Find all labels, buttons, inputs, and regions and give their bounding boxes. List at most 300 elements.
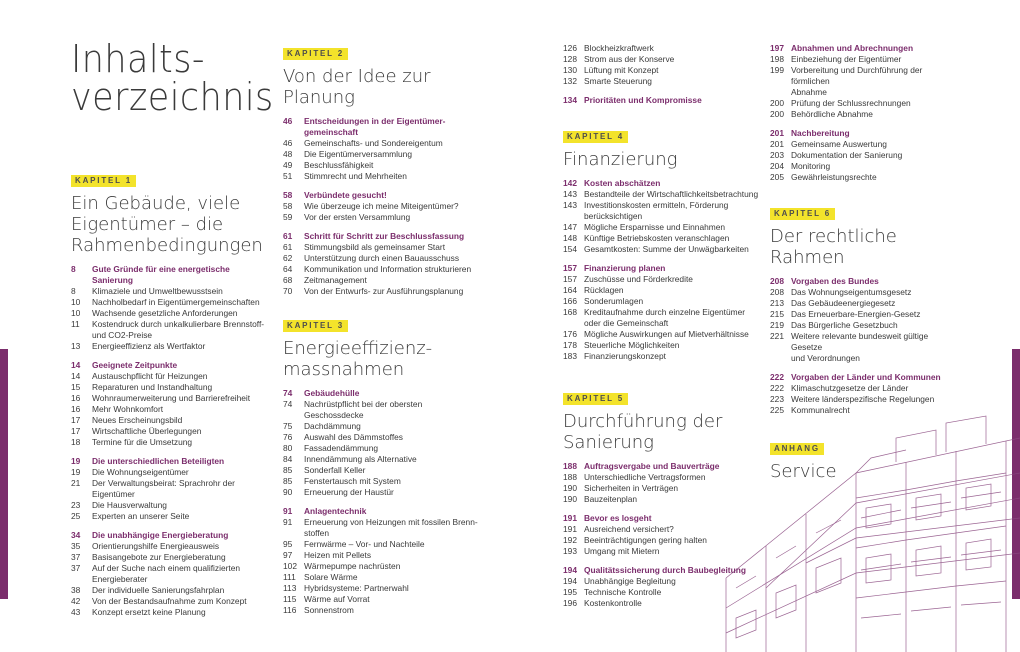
page-number: 38 bbox=[71, 585, 81, 595]
chapter-title bbox=[71, 193, 271, 256]
toc-entry[interactable] bbox=[283, 476, 483, 487]
toc-entry[interactable] bbox=[770, 150, 960, 161]
toc-entry[interactable] bbox=[71, 541, 271, 552]
page-number: 201 bbox=[770, 139, 784, 149]
entry-title bbox=[92, 456, 271, 467]
toc-section-heading[interactable] bbox=[563, 95, 763, 106]
toc-entry[interactable] bbox=[71, 341, 271, 352]
toc-entry[interactable] bbox=[283, 539, 483, 550]
page-number: 215 bbox=[770, 309, 784, 319]
entry-title-line: Auftragsvergabe und Bauverträge bbox=[584, 461, 720, 471]
entry-title bbox=[584, 95, 763, 106]
entry-title bbox=[791, 150, 960, 161]
page-number: 197 bbox=[770, 43, 784, 53]
entry-title-line: Kommunalrecht bbox=[791, 405, 850, 415]
entry-title-line: Stimmungsbild als gemeinsamer Start bbox=[304, 242, 446, 252]
toc-entry[interactable] bbox=[283, 149, 483, 160]
entry-title bbox=[584, 307, 763, 329]
entry-title-line: Technische Kontrolle bbox=[584, 587, 662, 597]
toc-entry[interactable] bbox=[71, 371, 271, 382]
toc-entry[interactable] bbox=[770, 331, 960, 364]
toc-section-heading[interactable] bbox=[770, 128, 960, 139]
toc-entry[interactable] bbox=[283, 253, 483, 264]
entry-title-line: Rücklagen bbox=[584, 285, 624, 295]
chapter-badge: KAPITEL 5 bbox=[563, 393, 628, 405]
entry-title bbox=[304, 432, 483, 443]
entry-title-line: Das Erneuerbare-Energien-Gesetz bbox=[791, 309, 921, 319]
entry-title-line: Eigentümer bbox=[92, 489, 135, 499]
toc-entry[interactable] bbox=[283, 171, 483, 182]
toc-entry[interactable] bbox=[71, 607, 271, 618]
toc-entry[interactable] bbox=[283, 160, 483, 171]
chapter-title-line: Der rechtliche Rahmen bbox=[770, 226, 897, 268]
page-number: 17 bbox=[71, 426, 81, 436]
entry-title-line: Dachdämmung bbox=[304, 421, 361, 431]
entry-title-line: Dokumentation der Sanierung bbox=[791, 150, 903, 160]
page-number: 97 bbox=[283, 550, 293, 560]
entry-title-line: Vorbereitung und Durchführung der förmlichen bbox=[791, 65, 923, 86]
chapter-badge: KAPITEL 3 bbox=[283, 320, 348, 332]
toc-entry[interactable] bbox=[283, 465, 483, 476]
page-number: 18 bbox=[71, 437, 81, 447]
toc-entry[interactable] bbox=[563, 43, 763, 54]
entry-title bbox=[304, 149, 483, 160]
entry-title bbox=[304, 454, 483, 465]
entry-title-line: Kosten abschätzen bbox=[584, 178, 661, 188]
entry-title bbox=[92, 478, 271, 500]
page-number: 130 bbox=[563, 65, 577, 75]
entry-title bbox=[304, 487, 483, 498]
toc-entry[interactable] bbox=[71, 415, 271, 426]
entry-title-line: Die unabhängige Energieberatung bbox=[92, 530, 229, 540]
page-number: 168 bbox=[563, 307, 577, 317]
entry-title-line: Die Eigentümerversammlung bbox=[304, 149, 412, 159]
toc-entry[interactable] bbox=[283, 275, 483, 286]
toc-entry[interactable] bbox=[283, 212, 483, 223]
toc-entry[interactable] bbox=[563, 244, 763, 255]
entry-title-line: Klimaziele und Umweltbewusstsein bbox=[92, 286, 223, 296]
entry-title-line: Weitere länderspezifische Regelungen bbox=[791, 394, 935, 404]
toc-entry[interactable] bbox=[71, 393, 271, 404]
entry-title-line: Einbeziehung der Eigentümer bbox=[791, 54, 902, 64]
toc-entry[interactable] bbox=[283, 443, 483, 454]
page-number: 128 bbox=[563, 54, 577, 64]
page-number: 58 bbox=[283, 201, 293, 211]
main-title bbox=[71, 37, 291, 119]
page-number: 85 bbox=[283, 476, 293, 486]
toc-entry[interactable] bbox=[283, 421, 483, 432]
entry-title-line: Investitionskosten ermitteln, Förderung bbox=[584, 200, 729, 210]
toc-entry[interactable] bbox=[283, 594, 483, 605]
entry-title bbox=[584, 329, 763, 340]
toc-entry[interactable] bbox=[770, 98, 960, 109]
entry-title bbox=[92, 500, 271, 511]
toc-entry[interactable] bbox=[283, 242, 483, 253]
entry-title-line: Bauzeitenplan bbox=[584, 494, 638, 504]
entry-title-line: Smarte Steuerung bbox=[584, 76, 652, 86]
entry-title bbox=[584, 296, 763, 307]
entry-title bbox=[92, 607, 271, 618]
entry-title bbox=[584, 233, 763, 244]
toc-section-heading[interactable] bbox=[283, 116, 483, 138]
entry-title bbox=[304, 388, 483, 399]
toc-entry[interactable] bbox=[563, 233, 763, 244]
page-number: 178 bbox=[563, 340, 577, 350]
page-number: 201 bbox=[770, 128, 784, 138]
toc-entry[interactable] bbox=[283, 550, 483, 561]
page-number: 200 bbox=[770, 109, 784, 119]
toc-section-heading[interactable] bbox=[71, 456, 271, 467]
page-number: 84 bbox=[283, 454, 293, 464]
page-number: 62 bbox=[283, 253, 293, 263]
entry-title-line: Der individuelle Sanierungsfahrplan bbox=[92, 585, 225, 595]
toc-section bbox=[770, 128, 960, 183]
entry-title-line: Von der Entwurfs- zur Ausführungsplanung bbox=[304, 286, 464, 296]
chapter-block bbox=[283, 43, 483, 297]
toc-entry[interactable] bbox=[283, 517, 483, 539]
page-number: 74 bbox=[283, 399, 293, 409]
page-number: 196 bbox=[563, 598, 577, 608]
page-number: 64 bbox=[283, 264, 293, 274]
entry-title bbox=[791, 139, 960, 150]
entry-title-line: Vor der ersten Versammlung bbox=[304, 212, 411, 222]
toc-entry[interactable] bbox=[563, 351, 763, 362]
entry-title-line: Energieberater bbox=[92, 574, 148, 584]
toc-section-heading[interactable] bbox=[71, 264, 271, 286]
toc-entry[interactable] bbox=[283, 605, 483, 616]
toc-section bbox=[283, 190, 483, 223]
toc-entry[interactable] bbox=[283, 201, 483, 212]
toc-section-heading[interactable] bbox=[283, 388, 483, 399]
toc-section-heading[interactable] bbox=[770, 43, 960, 54]
toc-entry[interactable] bbox=[283, 583, 483, 594]
chapter-badge: KAPITEL 1 bbox=[71, 175, 136, 187]
chapter-title-line: Sanierung bbox=[563, 432, 654, 453]
toc-section-heading[interactable] bbox=[770, 276, 960, 287]
toc-entry[interactable] bbox=[563, 329, 763, 340]
toc-entry[interactable] bbox=[563, 200, 763, 222]
toc-entry[interactable] bbox=[283, 561, 483, 572]
chapter-title-line: massnahmen bbox=[283, 359, 405, 380]
toc-entry[interactable] bbox=[283, 399, 483, 421]
entry-title bbox=[304, 212, 483, 223]
entry-title-line: Die unterschiedlichen Beteiligten bbox=[92, 456, 225, 466]
page-number: 193 bbox=[563, 546, 577, 556]
page-number: 205 bbox=[770, 172, 784, 182]
entry-title-line: Verbündete gesucht! bbox=[304, 190, 387, 200]
toc-section bbox=[71, 264, 271, 352]
entry-title bbox=[584, 222, 763, 233]
page-number: 74 bbox=[283, 388, 293, 398]
entry-title bbox=[304, 443, 483, 454]
entry-title-line: Reparaturen und Instandhaltung bbox=[92, 382, 213, 392]
entry-title bbox=[304, 421, 483, 432]
entry-title-line: Unterschiedliche Vertragsformen bbox=[584, 472, 706, 482]
entry-title-line: Neues Erscheinungsbild bbox=[92, 415, 183, 425]
entry-title-line: Unabhängige Begleitung bbox=[584, 576, 676, 586]
entry-title-line: Bevor es losgeht bbox=[584, 513, 652, 523]
entry-title bbox=[584, 54, 763, 65]
page-number: 132 bbox=[563, 76, 577, 86]
toc-entry[interactable] bbox=[770, 109, 960, 120]
toc-entry[interactable] bbox=[563, 296, 763, 307]
toc-entry[interactable] bbox=[770, 298, 960, 309]
toc-entry[interactable] bbox=[71, 585, 271, 596]
toc-section bbox=[283, 231, 483, 297]
entry-title bbox=[791, 287, 960, 298]
entry-title bbox=[304, 286, 483, 297]
page-number: 148 bbox=[563, 233, 577, 243]
entry-title-line: Sicherheiten in Verträgen bbox=[584, 483, 679, 493]
chapter-badge: KAPITEL 4 bbox=[563, 131, 628, 143]
page-number: 51 bbox=[283, 171, 293, 181]
toc-section bbox=[770, 276, 960, 364]
toc-entry[interactable] bbox=[71, 297, 271, 308]
toc-entry[interactable] bbox=[71, 426, 271, 437]
entry-title-line: und CO2-Preise bbox=[92, 330, 153, 340]
entry-title-line: berücksichtigen bbox=[584, 211, 643, 221]
entry-title-line: Gewährleistungsrechte bbox=[791, 172, 877, 182]
page-number: 157 bbox=[563, 263, 577, 273]
entry-title-line: Das Gebäudeenergiegesetz bbox=[791, 298, 896, 308]
entry-title bbox=[584, 178, 763, 189]
entry-title-line: Gebäudehülle bbox=[304, 388, 360, 398]
toc-entry[interactable] bbox=[71, 437, 271, 448]
entry-title bbox=[304, 116, 483, 138]
page-number: 15 bbox=[71, 382, 81, 392]
page-number: 142 bbox=[563, 178, 577, 188]
toc-section-heading[interactable] bbox=[283, 190, 483, 201]
entry-title bbox=[304, 550, 483, 561]
toc-section bbox=[770, 43, 960, 120]
entry-title-line: Heizen mit Pellets bbox=[304, 550, 372, 560]
toc-section-heading[interactable] bbox=[71, 360, 271, 371]
entry-title bbox=[584, 351, 763, 362]
page-number: 191 bbox=[563, 524, 577, 534]
page-number: 134 bbox=[563, 95, 577, 105]
entry-title bbox=[791, 98, 960, 109]
page-number: 143 bbox=[563, 189, 577, 199]
toc-entry[interactable] bbox=[563, 340, 763, 351]
entry-title-line: Termine für die Umsetzung bbox=[92, 437, 193, 447]
entry-title bbox=[791, 320, 960, 331]
entry-title-line: Stimmrecht und Mehrheiten bbox=[304, 171, 407, 181]
entry-title bbox=[92, 308, 271, 319]
toc-entry[interactable] bbox=[71, 319, 271, 341]
entry-title bbox=[92, 371, 271, 382]
toc-section-heading[interactable] bbox=[283, 231, 483, 242]
toc-entry[interactable] bbox=[283, 286, 483, 297]
toc-section bbox=[563, 263, 763, 362]
toc-section bbox=[71, 530, 271, 618]
toc-entry[interactable] bbox=[283, 264, 483, 275]
page-number: 221 bbox=[770, 331, 784, 341]
entry-title bbox=[92, 360, 271, 371]
page-number: 195 bbox=[563, 587, 577, 597]
page-number: 188 bbox=[563, 461, 577, 471]
toc-entry[interactable] bbox=[563, 54, 763, 65]
entry-title bbox=[92, 286, 271, 297]
toc-entry[interactable] bbox=[770, 161, 960, 172]
page-number: 223 bbox=[770, 394, 784, 404]
page-number: 21 bbox=[71, 478, 81, 488]
entry-title-line: Solare Wärme bbox=[304, 572, 358, 582]
toc-entry[interactable] bbox=[770, 287, 960, 298]
toc-entry[interactable] bbox=[71, 404, 271, 415]
entry-title bbox=[791, 298, 960, 309]
entry-title-line: Beeinträchtigungen gering halten bbox=[584, 535, 707, 545]
toc-section-heading[interactable] bbox=[71, 530, 271, 541]
toc-entry[interactable] bbox=[563, 285, 763, 296]
toc-entry[interactable] bbox=[770, 54, 960, 65]
toc-section-heading[interactable] bbox=[563, 178, 763, 189]
toc-entry[interactable] bbox=[71, 286, 271, 297]
toc-entry[interactable] bbox=[71, 552, 271, 563]
page-number: 143 bbox=[563, 200, 577, 210]
toc-entry[interactable] bbox=[283, 454, 483, 465]
entry-title bbox=[92, 415, 271, 426]
entry-title-line: Fernwärme – Vor- und Nachteile bbox=[304, 539, 425, 549]
toc-entry[interactable] bbox=[563, 76, 763, 87]
entry-title bbox=[304, 605, 483, 616]
entry-title bbox=[584, 244, 763, 255]
page-number: 70 bbox=[283, 286, 293, 296]
entry-title bbox=[304, 572, 483, 583]
page-number: 113 bbox=[283, 583, 297, 593]
toc-entry[interactable] bbox=[770, 320, 960, 331]
toc-entry[interactable] bbox=[71, 563, 271, 585]
entry-title-line: Geeignete Zeitpunkte bbox=[92, 360, 178, 370]
entry-title bbox=[304, 242, 483, 253]
entry-title-line: Kommunikation und Information strukturieren bbox=[304, 264, 472, 274]
page-number: 14 bbox=[71, 360, 81, 370]
left-edge-tab bbox=[0, 349, 8, 599]
entry-title-line: Wärme auf Vorrat bbox=[304, 594, 370, 604]
toc-entry[interactable] bbox=[770, 172, 960, 183]
toc-entry[interactable] bbox=[71, 478, 271, 500]
entry-title bbox=[304, 190, 483, 201]
page-number: 219 bbox=[770, 320, 784, 330]
chapter-badge: KAPITEL 2 bbox=[283, 48, 348, 60]
chapter-title-line: Eigentümer – die bbox=[71, 214, 224, 235]
entry-title-line: Klimaschutzgesetze der Länder bbox=[791, 383, 909, 393]
entry-title-line: Kostenkontrolle bbox=[584, 598, 642, 608]
chapter-title-line: Planung bbox=[283, 87, 355, 108]
entry-title-line: Schritt für Schritt zur Beschlussfassung bbox=[304, 231, 465, 241]
entry-title bbox=[584, 274, 763, 285]
entry-title bbox=[92, 530, 271, 541]
toc-entry[interactable] bbox=[283, 138, 483, 149]
entry-title-line: Finanzierung planen bbox=[584, 263, 666, 273]
toc-entry[interactable] bbox=[770, 65, 960, 98]
toc-entry[interactable] bbox=[71, 467, 271, 478]
entry-title-line: Gesamtkosten: Summe der Unwägbarkeiten bbox=[584, 244, 749, 254]
page-number: 61 bbox=[283, 231, 293, 241]
entry-title bbox=[92, 426, 271, 437]
page-number: 208 bbox=[770, 276, 784, 286]
page-number: 222 bbox=[770, 372, 784, 382]
chapter-title-line: Energieeffizienz- bbox=[283, 338, 433, 359]
entry-title-line: Beschlussfähigkeit bbox=[304, 160, 374, 170]
toc-entry[interactable] bbox=[563, 307, 763, 329]
page-number: 213 bbox=[770, 298, 784, 308]
toc-section-heading[interactable] bbox=[283, 506, 483, 517]
page-number: 75 bbox=[283, 421, 293, 431]
page-number: 23 bbox=[71, 500, 81, 510]
toc-entry[interactable] bbox=[563, 274, 763, 285]
entry-title bbox=[92, 541, 271, 552]
entry-title-line: Erneuerung der Haustür bbox=[304, 487, 394, 497]
toc-entry[interactable] bbox=[770, 139, 960, 150]
entry-title bbox=[304, 399, 483, 421]
toc-entry[interactable] bbox=[71, 308, 271, 319]
toc-entry[interactable] bbox=[283, 487, 483, 498]
toc-entry[interactable] bbox=[770, 309, 960, 320]
entry-title-line: Konzept ersetzt keine Planung bbox=[92, 607, 206, 617]
toc-entry[interactable] bbox=[283, 572, 483, 583]
entry-title bbox=[304, 231, 483, 242]
chapter-title-line: Durchführung der bbox=[563, 411, 723, 432]
entry-title bbox=[584, 340, 763, 351]
entry-title-line: Prüfung der Schlussrechnungen bbox=[791, 98, 911, 108]
page-number: 126 bbox=[563, 43, 577, 53]
page-number: 46 bbox=[283, 116, 293, 126]
toc-entry[interactable] bbox=[71, 596, 271, 607]
entry-title bbox=[791, 331, 960, 364]
page-number: 147 bbox=[563, 222, 577, 232]
entry-title-line: Fenstertausch mit System bbox=[304, 476, 401, 486]
entry-title-line: Mögliche Ersparnisse und Einnahmen bbox=[584, 222, 726, 232]
entry-title-line: Lüftung mit Konzept bbox=[584, 65, 659, 75]
page-number: 13 bbox=[71, 341, 81, 351]
entry-title bbox=[584, 200, 763, 222]
entry-title bbox=[304, 476, 483, 487]
entry-title-line: Experten an unserer Seite bbox=[92, 511, 190, 521]
toc-entry[interactable] bbox=[563, 65, 763, 76]
entry-title-line: Finanzierungskonzept bbox=[584, 351, 666, 361]
page-number: 25 bbox=[71, 511, 81, 521]
page-number: 37 bbox=[71, 552, 81, 562]
entry-title bbox=[92, 382, 271, 393]
page-number: 17 bbox=[71, 415, 81, 425]
toc-section bbox=[283, 388, 483, 498]
entry-title bbox=[791, 65, 960, 98]
chapter-title bbox=[770, 226, 960, 268]
entry-title-line: Hybridsysteme: Partnerwahl bbox=[304, 583, 409, 593]
toc-section-heading[interactable] bbox=[563, 263, 763, 274]
entry-title bbox=[584, 76, 763, 87]
entry-title-line: Gemeinschafts- und Sondereigentum bbox=[304, 138, 443, 148]
toc-entry[interactable] bbox=[71, 500, 271, 511]
entry-title bbox=[92, 563, 271, 585]
entry-title bbox=[584, 189, 763, 200]
toc-entry[interactable] bbox=[563, 189, 763, 200]
page-number: 116 bbox=[283, 605, 297, 615]
toc-entry[interactable] bbox=[563, 222, 763, 233]
entry-title bbox=[304, 561, 483, 572]
page-number: 225 bbox=[770, 405, 784, 415]
toc-entry[interactable] bbox=[71, 382, 271, 393]
page-number: 194 bbox=[563, 576, 577, 586]
entry-title-line: Orientierungshilfe Energieausweis bbox=[92, 541, 220, 551]
page-number: 154 bbox=[563, 244, 577, 254]
toc-entry[interactable] bbox=[283, 432, 483, 443]
entry-title-line: Erneuerung von Heizungen mit fossilen Brenn- bbox=[304, 517, 478, 527]
toc-entry[interactable] bbox=[71, 511, 271, 522]
page-number: 48 bbox=[283, 149, 293, 159]
entry-title bbox=[304, 506, 483, 517]
entry-title-line: Die Wohnungseigentümer bbox=[92, 467, 189, 477]
